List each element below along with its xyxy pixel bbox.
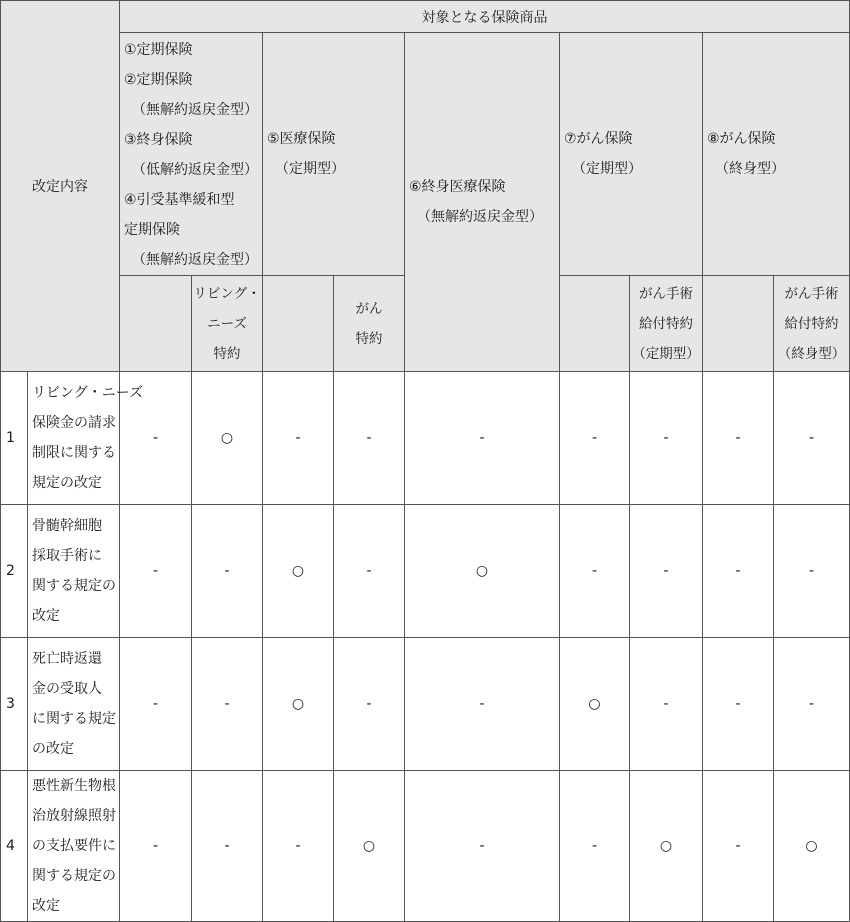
table-cell: -: [774, 505, 850, 638]
table-row: [1, 638, 850, 771]
table-row: [1, 771, 850, 922]
table-cell: ○: [774, 771, 850, 922]
table-cell: -: [120, 505, 192, 638]
table-cell: ○: [405, 505, 560, 638]
table-cell: -: [630, 505, 703, 638]
table-cell: -: [405, 638, 560, 771]
cancer-rider-header: がん 特約: [334, 276, 405, 372]
row-number: 2: [1, 505, 28, 638]
table-cell: -: [334, 505, 405, 638]
revision-description: 骨髄幹細胞 採取手術に 関する規定の 改定: [28, 505, 120, 638]
cancer-surgery-rider-term-header: がん手術 給付特約 （定期型）: [630, 276, 703, 372]
table-cell: -: [192, 771, 263, 922]
row-number: 3: [1, 638, 28, 771]
revision-description: 死亡時返還 金の受取人 に関する規定 の改定: [28, 638, 120, 771]
product-group-6: ⑥終身医療保険 （無解約返戻金型）: [405, 33, 560, 372]
table-cell: ○: [192, 372, 263, 505]
table-row: [1, 505, 850, 638]
group-5-base-header: [263, 276, 334, 372]
table-cell: -: [405, 771, 560, 922]
table-cell: -: [630, 638, 703, 771]
table-cell: ○: [630, 771, 703, 922]
target-products-header: 対象となる保険商品: [120, 1, 850, 33]
product-group-1-4: ①定期保険 ②定期保険 （無解約返戻金型） ③終身保険 （低解約返戻金型） ④引受基準緩和型 定期保険 （無解約返戻金型）: [120, 33, 263, 276]
table-cell: -: [192, 638, 263, 771]
group-7-base-header: [560, 276, 630, 372]
table-cell: -: [263, 771, 334, 922]
table-cell: ○: [263, 505, 334, 638]
table-cell: -: [774, 638, 850, 771]
revision-description: リビング・ニーズ 保険金の請求 制限に関する 規定の改定: [28, 372, 120, 505]
group-1-4-base-header: [120, 276, 192, 372]
table-cell: -: [192, 505, 263, 638]
table-cell: -: [703, 771, 774, 922]
table-cell: ○: [560, 638, 630, 771]
living-needs-rider-header: リビング・ ニーズ 特約: [192, 276, 263, 372]
row-number: 4: [1, 771, 28, 922]
table-cell: -: [703, 638, 774, 771]
table-cell: -: [334, 638, 405, 771]
product-group-8: ⑧がん保険 （終身型）: [703, 33, 850, 276]
table-cell: -: [703, 505, 774, 638]
table-cell: -: [120, 771, 192, 922]
table-cell: -: [120, 638, 192, 771]
revision-description: 悪性新生物根 治放射線照射 の支払要件に 関する規定の 改定: [28, 771, 120, 922]
product-group-7: ⑦がん保険 （定期型）: [560, 33, 703, 276]
table-cell: -: [560, 505, 630, 638]
revision-content-header: 改定内容: [1, 1, 120, 372]
table-cell: -: [560, 771, 630, 922]
table-cell: -: [774, 372, 850, 505]
table-cell: -: [703, 372, 774, 505]
table-cell: -: [405, 372, 560, 505]
group-8-base-header: [703, 276, 774, 372]
table-cell: -: [560, 372, 630, 505]
table-row: [1, 372, 850, 505]
table-cell: -: [630, 372, 703, 505]
table-cell: -: [263, 372, 334, 505]
product-group-5: ⑤医療保険 （定期型）: [263, 33, 405, 276]
table-cell: ○: [263, 638, 334, 771]
table-cell: ○: [334, 771, 405, 922]
table-cell: -: [334, 372, 405, 505]
row-number: 1: [1, 372, 28, 505]
table-cell: -: [120, 372, 192, 505]
cancer-surgery-rider-whole-header: がん手術 給付特約 （終身型）: [774, 276, 850, 372]
